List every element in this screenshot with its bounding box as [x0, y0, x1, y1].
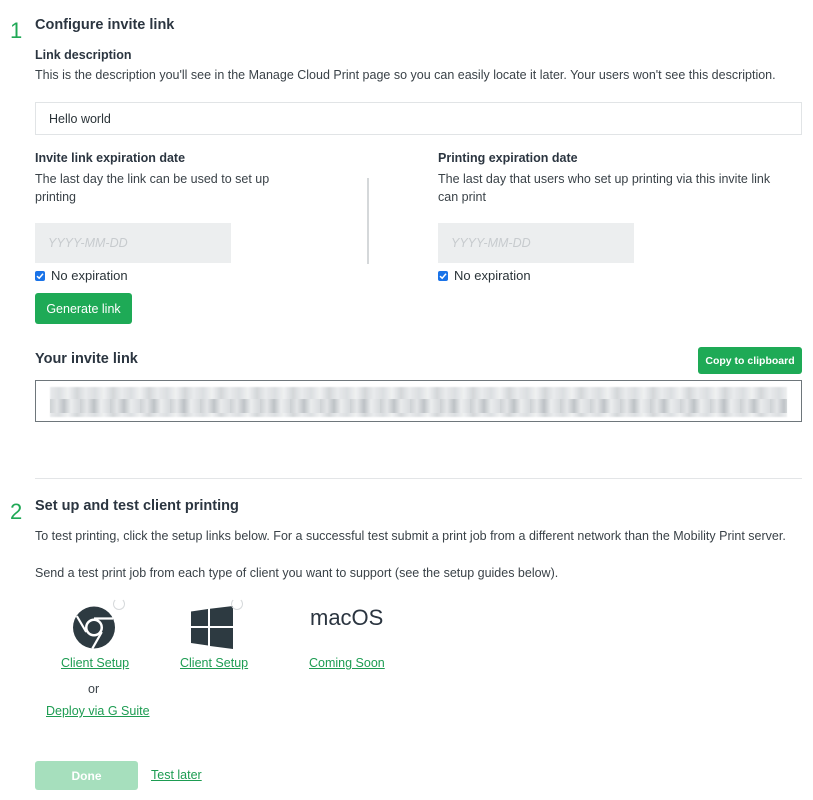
- link-description-input[interactable]: [35, 102, 802, 135]
- test-later-link[interactable]: Test later: [151, 768, 202, 782]
- invite-expiration-label: Invite link expiration date: [35, 151, 186, 165]
- invite-link-field[interactable]: [35, 380, 802, 422]
- deploy-gsuite-link[interactable]: Deploy via G Suite: [46, 704, 150, 718]
- printing-no-expiration-label: No expiration: [454, 268, 531, 283]
- or-separator: or: [88, 682, 100, 696]
- link-description-help: This is the description you'll see in the Manage Cloud Print page so you can easily locate it later. Your users won't see this description.: [35, 68, 776, 82]
- done-button[interactable]: Done: [35, 761, 138, 790]
- copy-to-clipboard-button[interactable]: Copy to clipboard: [698, 347, 802, 374]
- macos-label: macOS: [310, 605, 384, 630]
- invite-no-expiration-label: No expiration: [51, 268, 128, 283]
- generate-link-button[interactable]: Generate link: [35, 293, 132, 324]
- step-1-title: Configure invite link: [35, 17, 175, 33]
- loading-spinner-icon: [113, 598, 125, 610]
- step-2-instruction: Send a test print job from each type of client you want to support (see the setup guides below).: [35, 566, 559, 580]
- invite-expiration-date-input[interactable]: [35, 223, 231, 263]
- loading-spinner-icon: [231, 598, 243, 610]
- printing-expiration-help: The last day that users who set up printing via this invite link can print: [438, 172, 771, 204]
- invite-expiration-placeholder: YYYY-MM-DD: [48, 236, 128, 250]
- windows-icon: [191, 606, 234, 649]
- step-2-title: Set up and test client printing: [35, 498, 239, 514]
- printing-expiration-date-input[interactable]: [438, 223, 634, 263]
- checkbox-checked-icon[interactable]: [35, 271, 45, 281]
- step-2-intro: To test printing, click the setup links below. For a successful test submit a print job from a different network than the Mobility Print server.: [35, 529, 786, 543]
- section-divider: [35, 478, 802, 479]
- windows-client-setup-link[interactable]: Client Setup: [180, 656, 249, 670]
- step-1-number: 1: [10, 18, 23, 43]
- printing-no-expiration-checkbox[interactable]: [438, 268, 531, 283]
- invite-no-expiration-checkbox[interactable]: [35, 268, 128, 283]
- step-2-number: 2: [10, 499, 23, 524]
- printing-expiration-placeholder: YYYY-MM-DD: [451, 236, 531, 250]
- chrome-client-setup-link[interactable]: Client Setup: [61, 656, 130, 670]
- printing-expiration-label: Printing expiration date: [438, 151, 578, 165]
- link-description-label: Link description: [35, 48, 132, 62]
- invite-link-label: Your invite link: [35, 351, 138, 367]
- chrome-icon: [72, 605, 117, 650]
- link-description-value: Hello world: [49, 111, 111, 126]
- redacted-link-text-overlay: [50, 399, 787, 413]
- macos-coming-soon-link[interactable]: Coming Soon: [309, 656, 385, 670]
- column-divider: [367, 178, 369, 264]
- checkbox-checked-icon[interactable]: [438, 271, 448, 281]
- invite-expiration-help: The last day the link can be used to set up printing: [35, 172, 270, 204]
